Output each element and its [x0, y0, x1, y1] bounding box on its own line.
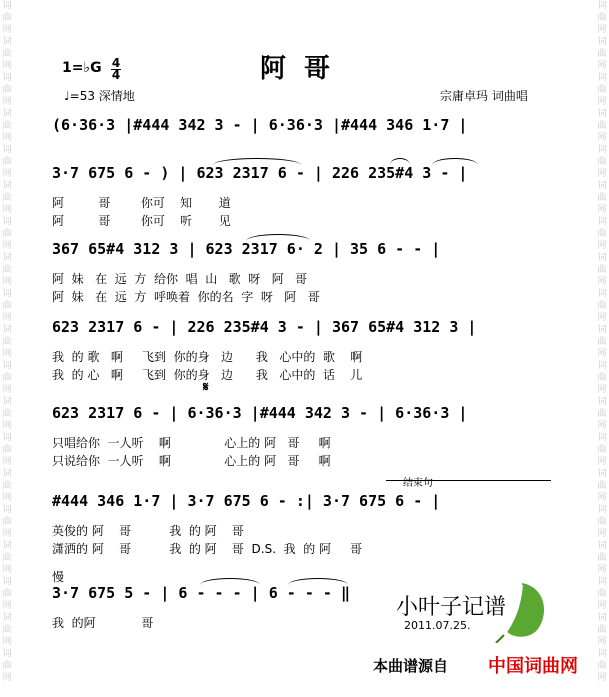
watermark-char: 词: [597, 325, 607, 335]
watermark-char: 曲: [2, 445, 12, 455]
lyric-line: 阿 哥 你可 听 见: [52, 214, 231, 228]
watermark-char: 词: [597, 181, 607, 191]
watermark-char: 曲: [597, 85, 607, 95]
watermark-char: 曲: [597, 229, 607, 239]
watermark-char: 曲: [2, 337, 12, 347]
watermark-char: 词: [597, 73, 607, 83]
watermark-char: 网: [2, 97, 12, 107]
watermark-char: 网: [2, 61, 12, 71]
watermark-char: 网: [597, 493, 607, 503]
watermark-char: 曲: [2, 625, 12, 635]
transcriber-signature: 小叶子记谱: [396, 595, 507, 620]
watermark-char: 词: [2, 505, 12, 515]
watermark-char: 词: [2, 433, 12, 443]
notation-line: 3·7 675 5 - | 6 - - - | 6 - - - ‖: [52, 584, 351, 602]
lyric-line: 阿 哥 你可 知 道: [52, 196, 231, 210]
watermark-char: 词: [597, 433, 607, 443]
watermark-char: 曲: [597, 337, 607, 347]
credits: 宗庸卓玛 词曲唱: [440, 89, 528, 103]
watermark-char: 词: [2, 469, 12, 479]
notation-line: #444 346 1·7 | 3·7 675 6 - :| 3·7 675 6 - |: [52, 492, 441, 510]
watermark-char: 曲: [2, 589, 12, 599]
leaf-logo-icon: [492, 577, 552, 643]
watermark-char: 网: [2, 673, 12, 683]
slur-mark: [390, 158, 410, 165]
watermark-char: 曲: [2, 409, 12, 419]
watermark-char: 词: [597, 1, 607, 11]
watermark-char: 曲: [597, 121, 607, 131]
watermark-char: 词: [597, 469, 607, 479]
slur-mark: [213, 158, 301, 165]
segno-mark: 𝄋: [203, 380, 209, 395]
slur-mark: [200, 578, 260, 585]
watermark-char: 词: [2, 37, 12, 47]
source-text: 本曲谱源自: [373, 657, 449, 675]
watermark-char: 网: [597, 385, 607, 395]
watermark-char: 词: [2, 217, 12, 227]
watermark-char: 曲: [597, 553, 607, 563]
watermark-char: 词: [597, 109, 607, 119]
watermark-char: 网: [597, 457, 607, 467]
watermark-char: 词: [597, 217, 607, 227]
watermark-char: 网: [2, 637, 12, 647]
watermark-char: 网: [2, 133, 12, 143]
watermark-char: 网: [2, 313, 12, 323]
watermark-char: 曲: [2, 229, 12, 239]
watermark-char: 词: [597, 361, 607, 371]
watermark-char: 词: [2, 649, 12, 659]
notation-line: 367 65#4 312 3 | 623 2317 6· 2 | 35 6 - - |: [52, 240, 441, 258]
notation-line: 623 2317 6 - | 226 235#4 3 - | 367 65#4 312 3 |: [52, 318, 477, 336]
watermark-char: 网: [2, 421, 12, 431]
watermark-char: 网: [2, 169, 12, 179]
watermark-char: 曲: [2, 553, 12, 563]
watermark-char: 曲: [597, 661, 607, 671]
watermark-char: 曲: [2, 265, 12, 275]
meter-bottom: 4: [111, 68, 121, 82]
lyric-line: 我 的 歌 啊 飞到 你的身 边 我 心中的 歌 啊: [52, 350, 363, 364]
watermark-char: 曲: [597, 265, 607, 275]
watermark-char: 曲: [2, 193, 12, 203]
watermark-char: 网: [2, 457, 12, 467]
watermark-char: 曲: [2, 301, 12, 311]
score-row-4: [52, 318, 552, 342]
watermark-char: 词: [2, 145, 12, 155]
watermark-char: 网: [2, 529, 12, 539]
watermark-char: 网: [2, 25, 12, 35]
ending-label: 结束句: [403, 478, 433, 489]
watermark-char: 曲: [2, 85, 12, 95]
source-brand: 中国词曲网: [488, 656, 578, 677]
watermark-char: 词: [2, 109, 12, 119]
watermark-char: 网: [2, 205, 12, 215]
watermark-char: 曲: [2, 121, 12, 131]
watermark-char: 曲: [2, 481, 12, 491]
watermark-char: 曲: [597, 481, 607, 491]
watermark-char: 词: [2, 361, 12, 371]
lyric-line: 潇洒的 阿 哥 我 的 阿 哥 D.S. 我 的 阿 哥: [52, 542, 363, 556]
watermark-char: 曲: [2, 517, 12, 527]
watermark-char: 网: [597, 277, 607, 287]
watermark-char: 词: [597, 397, 607, 407]
score-row-5: [52, 404, 552, 428]
score-row-3: [52, 240, 552, 264]
watermark-char: 网: [2, 493, 12, 503]
watermark-char: 网: [2, 241, 12, 251]
watermark-char: 网: [597, 529, 607, 539]
watermark-char: 词: [2, 577, 12, 587]
watermark-char: 网: [597, 637, 607, 647]
watermark-char: 词: [597, 613, 607, 623]
watermark-char: 曲: [597, 589, 607, 599]
notation-line: 623 2317 6 - | 6·36·3 |#444 342 3 - | 6·36·3 |: [52, 404, 468, 422]
watermark-char: 词: [2, 181, 12, 191]
watermark-char: 词: [2, 541, 12, 551]
lyric-line: 阿 妹 在 远 方 呼唤着 你的名 字 呀 阿 哥: [52, 290, 320, 304]
notation-line: 3·7 675 6 - ) | 623 2317 6 - | 226 235#4 3 - |: [52, 164, 468, 182]
meter-top: 4: [111, 56, 121, 70]
score-row-2: [52, 164, 552, 188]
watermark-char: 网: [597, 169, 607, 179]
watermark-char: 网: [597, 601, 607, 611]
watermark-char: 曲: [597, 445, 607, 455]
watermark-char: 网: [597, 565, 607, 575]
tempo-mark: ♩=53 深情地: [64, 89, 135, 103]
watermark-char: 网: [597, 349, 607, 359]
watermark-char: 曲: [2, 661, 12, 671]
watermark-char: 词: [2, 253, 12, 263]
watermark-char: 网: [597, 241, 607, 251]
watermark-char: 词: [597, 37, 607, 47]
score-row-6: [52, 492, 552, 516]
transcription-date: 2011.07.25.: [404, 619, 471, 632]
watermark-char: 曲: [597, 625, 607, 635]
watermark-char: 曲: [597, 157, 607, 167]
watermark-char: 曲: [597, 517, 607, 527]
watermark-char: 网: [2, 349, 12, 359]
watermark-char: 词: [597, 145, 607, 155]
watermark-char: 词: [597, 577, 607, 587]
watermark-char: 词: [2, 1, 12, 11]
watermark-char: 词: [2, 397, 12, 407]
watermark-char: 网: [2, 565, 12, 575]
slur-mark: [432, 158, 478, 165]
watermark-char: 网: [2, 277, 12, 287]
watermark-char: 词: [2, 289, 12, 299]
watermark-char: 曲: [2, 13, 12, 23]
watermark-char: 曲: [2, 373, 12, 383]
watermark-char: 网: [597, 421, 607, 431]
lyric-line: 我 的阿 哥: [52, 616, 154, 630]
lyric-line: 只唱给你 一人听 啊 心上的 阿 哥 啊: [52, 436, 331, 450]
lyric-line: 英俊的 阿 哥 我 的 阿 哥: [52, 524, 244, 538]
watermark-char: 网: [597, 673, 607, 683]
watermark-char: 网: [2, 385, 12, 395]
watermark-char: 曲: [597, 373, 607, 383]
lyric-line: 阿 妹 在 远 方 给你 唱 山 歌 呀 阿 哥: [52, 272, 308, 286]
watermark-char: 网: [597, 133, 607, 143]
watermark-char: 词: [597, 253, 607, 263]
watermark-char: 网: [597, 61, 607, 71]
watermark-char: 曲: [597, 13, 607, 23]
watermark-char: 网: [597, 205, 607, 215]
watermark-char: 网: [597, 313, 607, 323]
watermark-char: 词: [597, 649, 607, 659]
watermark-char: 网: [597, 25, 607, 35]
watermark-char: 词: [597, 505, 607, 515]
key-signature: 1=♭G: [62, 60, 102, 76]
watermark-char: 词: [2, 613, 12, 623]
slow-mark: 慢: [52, 570, 65, 584]
watermark-left: [0, 0, 14, 697]
lyric-line: 只说给你 一人听 啊 心上的 阿 哥 啊: [52, 454, 331, 468]
watermark-char: 词: [597, 541, 607, 551]
watermark-char: 曲: [597, 409, 607, 419]
song-title: 阿哥: [260, 54, 349, 84]
watermark-char: 词: [2, 73, 12, 83]
time-signature: [111, 58, 121, 81]
watermark-char: 曲: [597, 49, 607, 59]
watermark-right: [595, 0, 609, 697]
watermark-char: 曲: [2, 157, 12, 167]
lyric-line: 我 的 心 啊 飞到 你的身 边 我 心中的 话 儿: [52, 368, 363, 382]
watermark-char: 网: [2, 601, 12, 611]
watermark-char: 词: [597, 289, 607, 299]
watermark-char: 曲: [2, 49, 12, 59]
slur-mark: [246, 234, 310, 241]
watermark-char: 曲: [597, 301, 607, 311]
watermark-char: 曲: [597, 193, 607, 203]
slur-mark: [288, 578, 348, 585]
watermark-char: 词: [2, 325, 12, 335]
watermark-char: 网: [597, 97, 607, 107]
score-row-1: [52, 116, 552, 140]
notation-line: (6·36·3 |#444 342 3 - | 6·36·3 |#444 346 1·7 |: [52, 116, 468, 134]
